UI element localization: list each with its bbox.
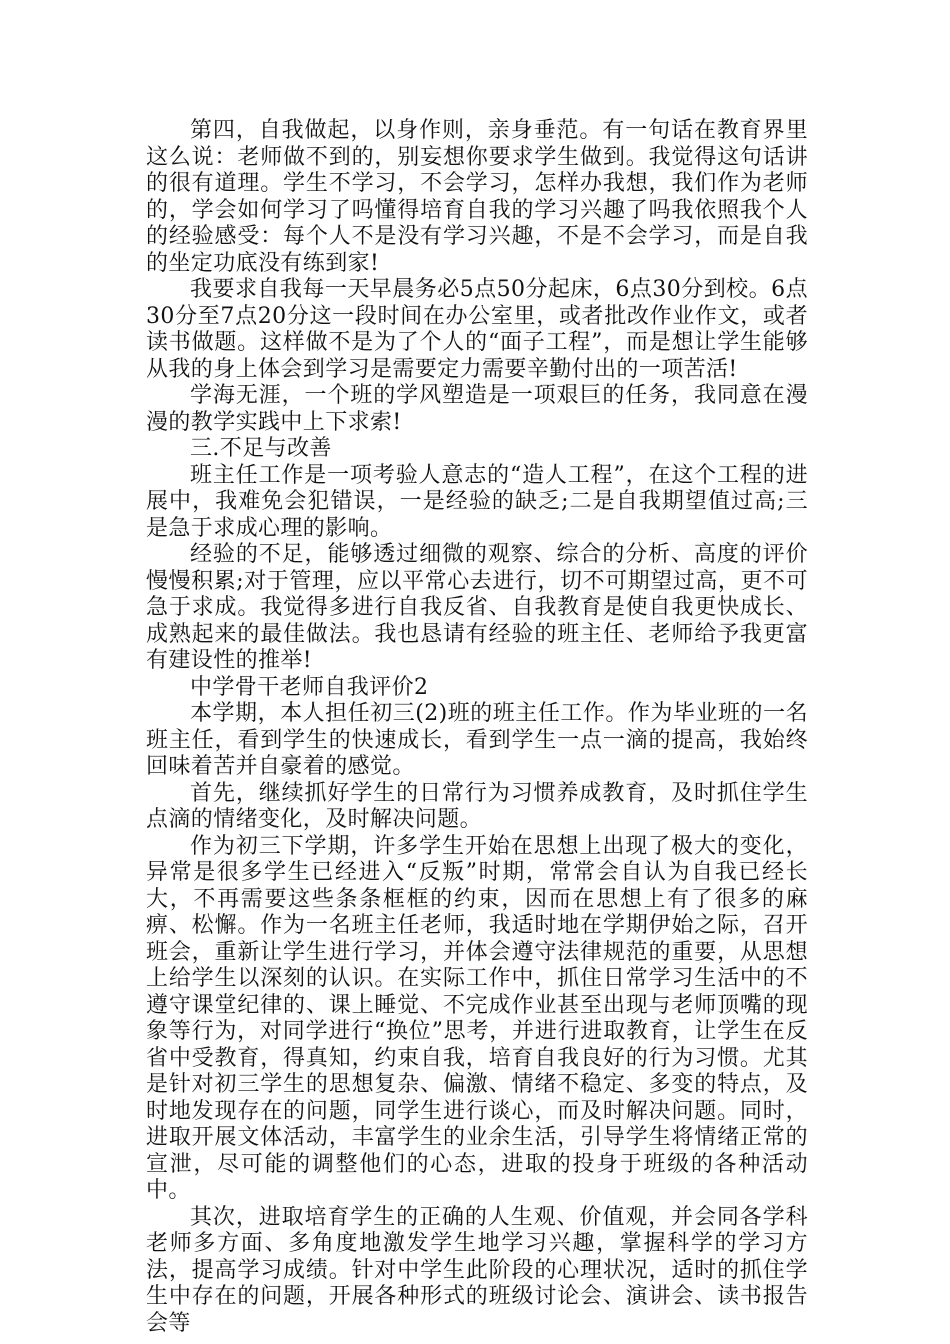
paragraph-experience: 经验的不足，能够透过细微的观察、综合的分析、高度的评价慢慢积累;对于管理，应以平常心去进行，切不可期望过高，更不可急于求成。我觉得多进行自我反省、自我教育是使自我更快成长、成熟起来的最佳做法。我也恳请有经验的班主任、老师给予我更富有建设性的推举!	[146, 542, 808, 673]
paragraph-this-semester: 本学期，本人担任初三(2)班的班主任工作。作为毕业班的一名班主任，看到学生的快速成长，看到学生一点一滴的提高，我始终回味着苦并自豪着的感觉。	[146, 701, 808, 779]
document-body	[146, 118, 808, 1337]
paragraph-daily-schedule: 我要求自我每一天早晨务必5点50分起床，6点30分到校。6点30分至7点20分这一段时间在办公室里，或者批改作业作文，或者读书做题。这样做不是为了个人的“面子工程”，而是想让学生能够从我的身上体会到学习是需要定力需要辛勤付出的一项苦活!	[146, 277, 808, 382]
paragraph-first: 首先，继续抓好学生的日常行为习惯养成教育，及时抓住学生点滴的情绪变化，及时解决问题。	[146, 780, 808, 832]
paragraph-study-atmosphere: 学海无涯，一个班的学风塑造是一项艰巨的任务，我同意在漫漫的教学实践中上下求索!	[146, 383, 808, 435]
section-heading-self-evaluation-2: 中学骨干老师自我评价2	[190, 674, 429, 700]
paragraph-second: 其次，进取培育学生的正确的人生观、价值观，并会同各学科老师多方面、多角度地激发学生地学习兴趣，掌握科学的学习方法，提高学习成绩。针对中学生此阶段的心理状况，适时的抓住学生中存在的问题，开展各种形式的班级讨论会、演讲会、读书报告会等	[146, 1204, 808, 1336]
paragraph-third-year-changes: 作为初三下学期，许多学生开始在思想上出现了极大的变化，异常是很多学生已经进入“反叛”时期，常常会自认为自我已经长大，不再需要这些条条框框的约束，因而在思想上有了很多的麻痹、松懈。作为一名班主任老师，我适时地在学期伊始之际，召开班会，重新让学生进行学习，并体会遵守法律规范的重要，从思想上给学生以深刻的认识。在实际工作中，抓住日常学习生活中的不遵守课堂纪律的、课上睡觉、不完成作业甚至出现与老师顶嘴的现象等行为，对同学进行“换位”思考，并进行进取教育，让学生在反省中受教育，得真知，约束自我，培育自我良好的行为习惯。尤其是针对初三学生的思想复杂、偏激、情绪不稳定、多变的特点，及时地发现存在的问题，同学生进行谈心，而及时解决问题。同时，进取开展文体活动，丰富学生的业余生活，引导学生将情绪正常的宣泄，尽可能的调整他们的心态，进取的投身于班级的各种活动中。	[146, 833, 808, 1203]
section-heading-shortcomings: 三.不足与改善	[190, 436, 332, 461]
paragraph-lead-by-example: 第四，自我做起，以身作则，亲身垂范。有一句话在教育界里这么说：老师做不到的，别妄想你要求学生做到。我觉得这句话讲的很有道理。学生不学习，不会学习，怎样办我想，我们作为老师的，学会如何学习了吗懂得培育自我的学习兴趣了吗我依照我个人的经验感受：每个人不是没有学习兴趣，不是不会学习，而是自我的坐定功底没有练到家!	[146, 118, 808, 276]
paragraph-mistakes: 班主任工作是一项考验人意志的“造人工程”，在这个工程的进展中，我难免会犯错误，一是经验的缺乏;二是自我期望值过高;三是急于求成心理的影响。	[146, 462, 808, 541]
